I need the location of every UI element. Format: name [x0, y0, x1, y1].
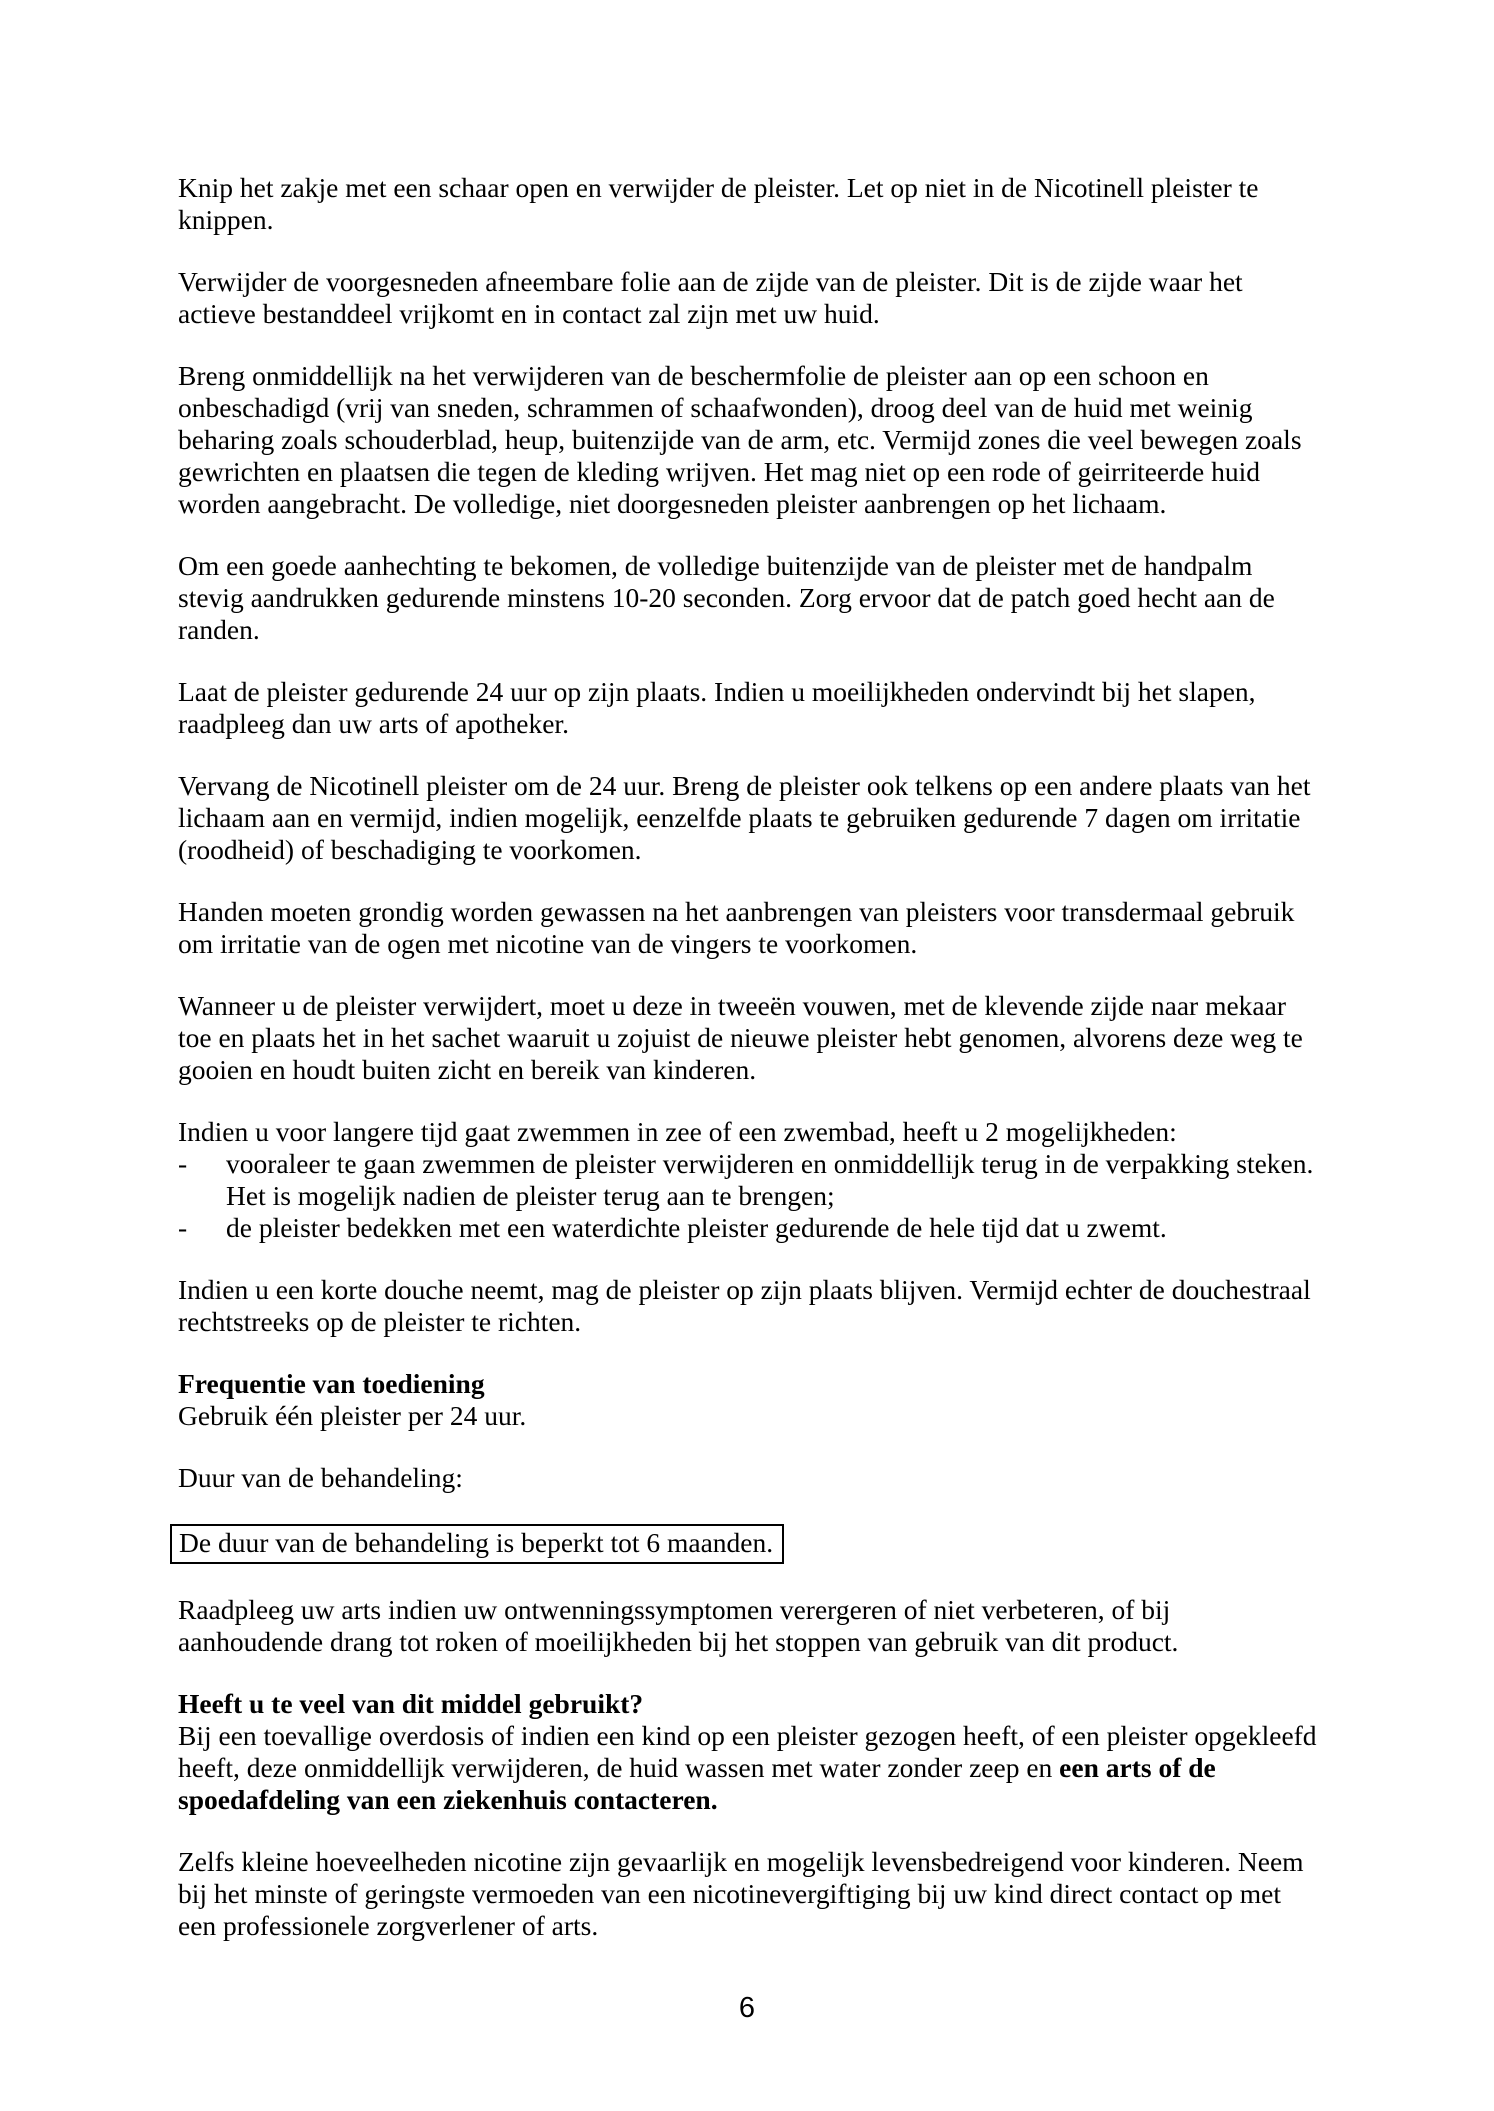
- section-heading: [178, 1688, 1320, 1720]
- paragraph: [178, 1400, 1320, 1432]
- text-run: Vervang de Nicotinell pleister om de 24 uur. Breng de pleister ook telkens op een andere plaats van het lichaam aan en vermijd, indien mogelijk, eenzelfde plaats te gebruiken gedurende 7 dagen om irritatie (roodheid) of beschadiging te voorkomen.: [178, 770, 1311, 865]
- paragraph: [178, 1846, 1320, 1942]
- boxed-note: [170, 1524, 1320, 1564]
- paragraph: [178, 266, 1320, 330]
- dash-list: [178, 1148, 1320, 1244]
- text-run: Gebruik één pleister per 24 uur.: [178, 1400, 527, 1431]
- paragraph: [178, 676, 1320, 740]
- paragraph: [178, 896, 1320, 960]
- paragraph: [178, 990, 1320, 1086]
- bold-text-run: een arts of de spoedafdeling van een ziekenhuis contacteren.: [178, 1752, 1216, 1815]
- text-run: Indien u voor langere tijd gaat zwemmen in zee of een zwembad, heeft u 2 mogelijkheden:: [178, 1116, 1177, 1147]
- text-run: De duur van de behandeling is beperkt tot 6 maanden.: [179, 1527, 774, 1558]
- paragraph: [178, 770, 1320, 866]
- paragraph: [178, 1462, 1320, 1494]
- list-item-text: [226, 1148, 1320, 1212]
- document-body: [178, 172, 1320, 1972]
- text-run: Bij een toevallige overdosis of indien een kind op een pleister gezogen heeft, of een pleister opgekleefd heeft, deze onmiddellijk verwijderen, de huid wassen met water zonder zeep en: [178, 1720, 1317, 1783]
- list-marker: -: [178, 1212, 188, 1243]
- text-run: Heeft u te veel van dit middel gebruikt?: [178, 1688, 644, 1719]
- paragraph: [178, 1274, 1320, 1338]
- text-run: Om een goede aanhechting te bekomen, de volledige buitenzijde van de pleister met de handpalm stevig aandrukken gedurende minstens 10-20 seconden. Zorg ervoor dat de patch goed hecht aan de randen.: [178, 550, 1275, 645]
- paragraph: [178, 360, 1320, 520]
- list-item-text: [226, 1212, 1320, 1244]
- text-run: Zelfs kleine hoeveelheden nicotine zijn gevaarlijk en mogelijk levensbedreigend voor kinderen. Neem bij het minste of geringste vermoeden van een nicotinevergiftiging bij uw kind direct contact op met een professionele zorgverlener of arts.: [178, 1846, 1304, 1941]
- text-run: Knip het zakje met een schaar open en verwijder de pleister. Let op niet in de Nicotinell pleister te knippen.: [178, 172, 1259, 235]
- page-footer: [0, 1992, 1494, 2024]
- text-run: Laat de pleister gedurende 24 uur op zijn plaats. Indien u moeilijkheden ondervindt bij het slapen, raadpleeg dan uw arts of apotheker.: [178, 676, 1256, 739]
- list-item: [178, 1148, 1320, 1212]
- text-run: Handen moeten grondig worden gewassen na het aanbrengen van pleisters voor transdermaal gebruik om irritatie van de ogen met nicotine van de vingers te voorkomen.: [178, 896, 1295, 959]
- paragraph: [178, 550, 1320, 646]
- list-marker: -: [178, 1148, 188, 1179]
- paragraph: [178, 1116, 1320, 1148]
- text-run: Indien u een korte douche neemt, mag de pleister op zijn plaats blijven. Vermijd echter de douchestraal rechtstreeks op de pleister te richten.: [178, 1274, 1311, 1337]
- text-run: Wanneer u de pleister verwijdert, moet u deze in tweeën vouwen, met de klevende zijde naar mekaar toe en plaats het in het sachet waaruit u zojuist de nieuwe pleister hebt genomen, alvorens deze weg te gooien en houdt buiten zicht en bereik van kinderen.: [178, 990, 1303, 1085]
- text-run: Raadpleeg uw arts indien uw ontwenningssymptomen verergeren of niet verbeteren, of bij aanhoudende drang tot roken of moeilijkheden bij het stoppen van gebruik van dit product.: [178, 1594, 1179, 1657]
- text-run: vooraleer te gaan zwemmen de pleister verwijderen en onmiddellijk terug in de verpakking steken. Het is mogelijk nadien de pleister terug aan te brengen;: [226, 1148, 1314, 1211]
- text-run: Duur van de behandeling:: [178, 1462, 463, 1493]
- page-number: 6: [738, 1992, 756, 2024]
- text-run: Frequentie van toediening: [178, 1368, 485, 1399]
- paragraph: [178, 172, 1320, 236]
- list-item: [178, 1212, 1320, 1244]
- section-heading: [178, 1368, 1320, 1400]
- paragraph: [178, 1594, 1320, 1658]
- boxed-note-frame: [170, 1524, 784, 1564]
- text-run: Breng onmiddellijk na het verwijderen van de beschermfolie de pleister aan op een schoon en onbeschadigd (vrij van sneden, schrammen of schaafwonden), droog deel van de huid met weinig beharing zoals schouderblad, heup, buitenzijde van de arm, etc. Vermijd zones die veel bewegen zoals gewrichten en plaatsen die tegen de kleding wrijven. Het mag niet op een rode of geirriteerde huid worden aangebracht. De volledige, niet doorgesneden pleister aanbrengen op het lichaam.: [178, 360, 1302, 519]
- text-run: Verwijder de voorgesneden afneembare folie aan de zijde van de pleister. Dit is de zijde waar het actieve bestanddeel vrijkomt en in contact zal zijn met uw huid.: [178, 266, 1243, 329]
- paragraph: [178, 1720, 1320, 1816]
- text-run: de pleister bedekken met een waterdichte pleister gedurende de hele tijd dat u zwemt.: [226, 1212, 1167, 1243]
